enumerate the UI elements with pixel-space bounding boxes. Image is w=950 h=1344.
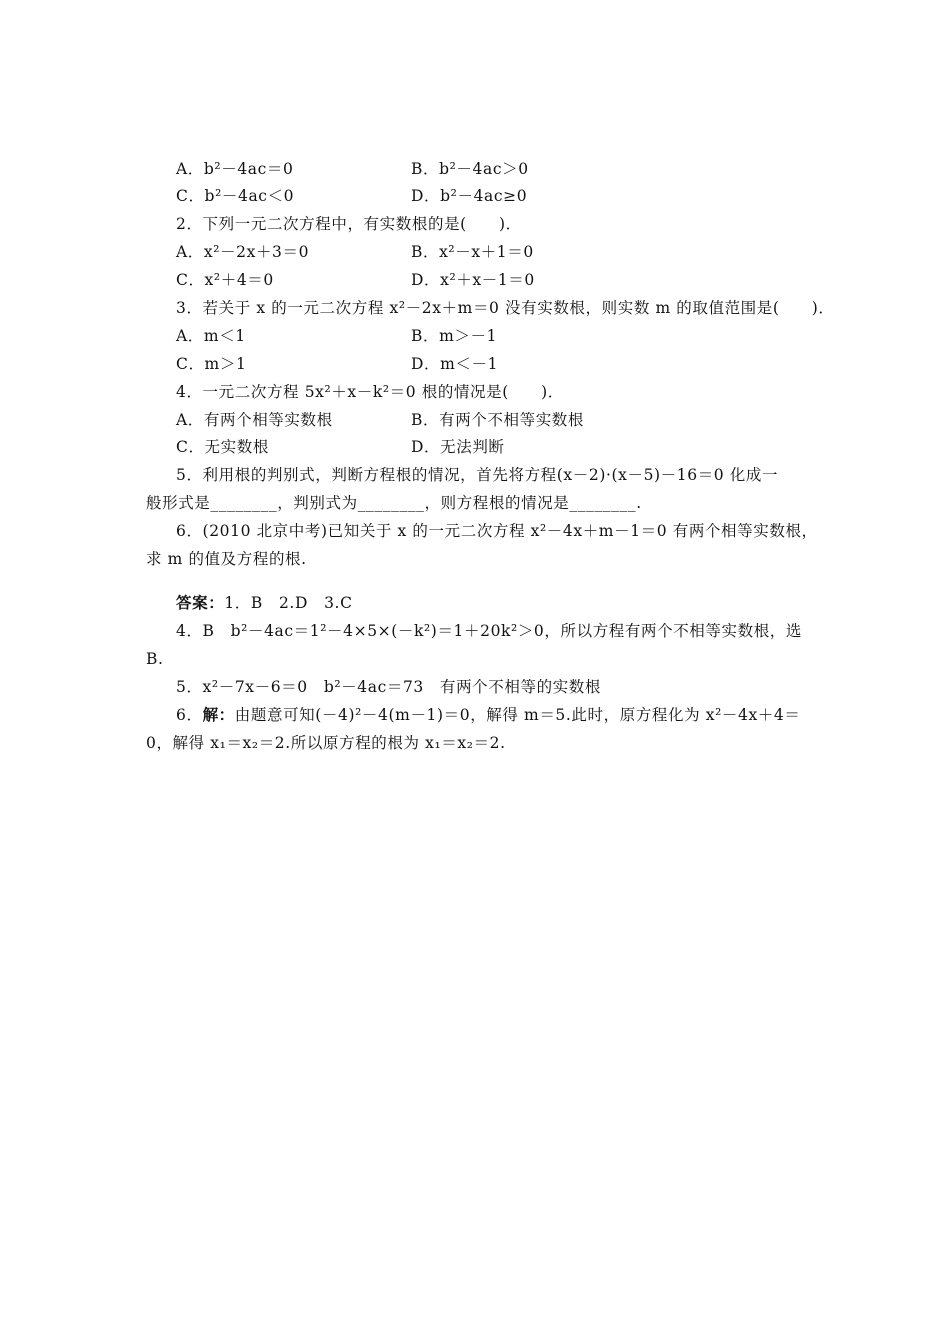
q2-option-b: B．x²－x＋1＝0: [411, 243, 534, 261]
answer-6-line-1: [176, 704, 800, 726]
q3-option-b: B．m＞－1: [411, 327, 498, 345]
q3-option-c: C．m＞1: [176, 355, 247, 373]
q5-line-2: 般形式是________，判别式为________，则方程根的情况是________.: [146, 494, 642, 512]
answer-6-text: 由题意可知(－4)²－4(m－1)＝0，解得 m＝5.此时，原方程化为 x²－4x＋4＝: [234, 706, 801, 724]
q3-stem: 3．若关于 x 的一元二次方程 x²－2x＋m＝0 没有实数根，则实数 m 的取值范围是( )．: [176, 299, 835, 317]
q5-line-1: 5．利用根的判别式，判断方程根的情况，首先将方程(x－2)·(x－5)－16＝0 化成一: [176, 466, 779, 484]
q2-option-a: A．x²－2x＋3＝0: [176, 243, 310, 261]
q1-option-b: B．b²－4ac＞0: [411, 160, 529, 178]
q4-option-c: C．无实数根: [176, 438, 269, 456]
q2-stem: 2．下列一元二次方程中，有实数根的是( )．: [176, 215, 522, 233]
q3-option-d: D．m＜－1: [411, 355, 499, 373]
answers-line: [176, 592, 353, 614]
q1-option-c: C．b²－4ac＜0: [176, 187, 295, 205]
q6-line-1: 6．(2010 北京中考)已知关于 x 的一元二次方程 x²－4x＋m－1＝0 有两个相等实数根，: [176, 522, 818, 540]
q4-option-a: A．有两个相等实数根: [176, 411, 333, 429]
answer-6-line-2: 0，解得 x₁＝x₂＝2.所以原方程的根为 x₁＝x₂＝2.: [146, 734, 506, 752]
q2-option-c: C．x²＋4＝0: [176, 271, 274, 289]
answer-6-label: 解：: [202, 706, 235, 724]
q1-option-a: A．b²－4ac＝0: [176, 160, 294, 178]
answer-5: 5．x²－7x－6＝0 b²－4ac＝73 有两个不相等的实数根: [176, 678, 601, 696]
q2-option-d: D．x²＋x－1＝0: [411, 271, 535, 289]
q1-option-d: D．b²－4ac≥0: [411, 187, 528, 205]
answer-6-number: 6．: [176, 706, 203, 724]
q4-stem: 4．一元二次方程 5x²＋x－k²＝0 根的情况是( )．: [176, 383, 564, 401]
answers-label: 答案：: [176, 594, 225, 612]
answer-4-line-1: 4．B b²－4ac＝1²－4×5×(－k²)＝1＋20k²＞0，所以方程有两个不相等实数根，选: [176, 622, 802, 640]
q6-line-2: 求 m 的值及方程的根.: [146, 550, 307, 568]
answers-1-to-3: 1．B 2.D 3.C: [224, 594, 353, 612]
q4-option-b: B．有两个不相等实数根: [411, 411, 584, 429]
q4-option-d: D．无法判断: [411, 438, 505, 456]
answer-4-line-2: B.: [146, 650, 164, 668]
q3-option-a: A．m＜1: [176, 327, 246, 345]
